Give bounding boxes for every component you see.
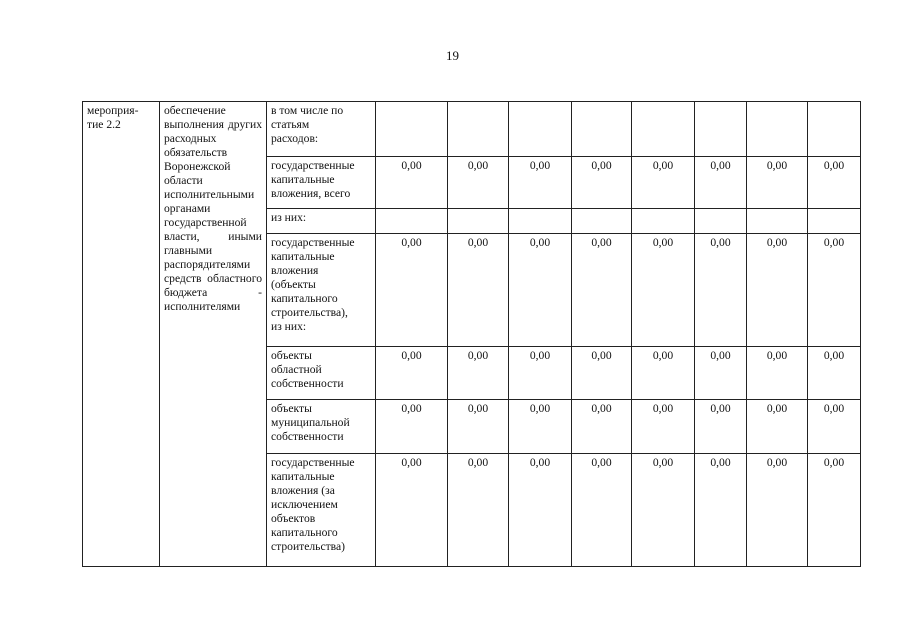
value-text: 0,00 <box>401 159 422 172</box>
value-cell <box>632 157 695 209</box>
value-cell <box>448 209 509 234</box>
value-text: 0,00 <box>591 236 612 249</box>
value-text: 0,00 <box>823 349 845 362</box>
value-cell <box>376 234 448 347</box>
value-text: 0,00 <box>823 159 845 172</box>
value-text: 0,00 <box>766 159 788 172</box>
value-text: 0,00 <box>529 159 551 172</box>
value-cell <box>572 400 632 454</box>
value-cell <box>808 157 861 209</box>
value-text: 0,00 <box>652 456 674 469</box>
value-cell <box>509 400 572 454</box>
value-text: 0,00 <box>710 456 731 469</box>
value-cell <box>376 157 448 209</box>
value-cell <box>695 400 747 454</box>
value-cell <box>632 347 695 400</box>
value-text: 0,00 <box>766 402 788 415</box>
value-cell <box>747 347 808 400</box>
value-text: 0,00 <box>710 402 731 415</box>
value-text: 0,00 <box>529 349 551 362</box>
expense-label-cell <box>267 234 376 347</box>
value-cell <box>376 400 448 454</box>
value-text: 0,00 <box>591 456 612 469</box>
value-cell <box>572 454 632 567</box>
value-cell <box>448 347 509 400</box>
value-cell <box>572 102 632 157</box>
value-text: 0,00 <box>591 402 612 415</box>
value-text: 0,00 <box>766 236 788 249</box>
value-text: 0,00 <box>652 402 674 415</box>
value-cell <box>632 454 695 567</box>
value-cell <box>747 102 808 157</box>
value-cell <box>572 347 632 400</box>
expense-label-cell <box>267 454 376 567</box>
value-cell <box>376 102 448 157</box>
expense-label: государственные капитальные вложения (объекты капитального строительства), из них: <box>271 236 355 333</box>
value-text: 0,00 <box>710 349 731 362</box>
value-cell <box>695 454 747 567</box>
value-text: 0,00 <box>652 159 674 172</box>
value-cell <box>509 102 572 157</box>
value-text: 0,00 <box>401 349 422 362</box>
value-text: 0,00 <box>766 456 788 469</box>
value-cell <box>808 347 861 400</box>
value-cell <box>448 102 509 157</box>
value-cell <box>808 454 861 567</box>
value-text: 0,00 <box>467 236 489 249</box>
value-cell <box>808 209 861 234</box>
value-cell <box>747 234 808 347</box>
value-text: 0,00 <box>529 402 551 415</box>
value-cell <box>632 102 695 157</box>
value-text: 0,00 <box>591 349 612 362</box>
event-cell <box>83 102 160 567</box>
value-cell <box>509 347 572 400</box>
value-text: 0,00 <box>652 349 674 362</box>
value-text: 0,00 <box>529 456 551 469</box>
value-cell <box>509 234 572 347</box>
value-cell <box>695 347 747 400</box>
event-label: мероприя- тие 2.2 <box>87 104 139 131</box>
expense-label-cell <box>267 157 376 209</box>
value-text: 0,00 <box>467 456 489 469</box>
value-cell <box>808 400 861 454</box>
value-cell <box>376 347 448 400</box>
value-text: 0,00 <box>823 456 845 469</box>
value-cell <box>448 454 509 567</box>
expense-label: государственные капитальные вложения (за исключением объектов капитального строительства) <box>271 456 355 553</box>
value-cell <box>448 157 509 209</box>
value-cell <box>448 234 509 347</box>
value-cell <box>572 234 632 347</box>
page-number: 19 <box>446 48 459 63</box>
budget-table <box>82 101 861 567</box>
expense-label: объекты областной собственности <box>271 349 344 390</box>
value-cell <box>448 400 509 454</box>
expense-label-cell <box>267 102 376 157</box>
expense-label-cell <box>267 209 376 234</box>
value-cell <box>572 157 632 209</box>
value-cell <box>376 454 448 567</box>
value-cell <box>509 454 572 567</box>
value-text: 0,00 <box>710 236 731 249</box>
value-text: 0,00 <box>467 349 489 362</box>
value-cell <box>632 209 695 234</box>
value-text: 0,00 <box>401 236 422 249</box>
value-cell <box>572 209 632 234</box>
expense-label: государственные капитальные вложения, всего <box>271 159 355 200</box>
expense-label: в том числе по статьям расходов: <box>271 104 344 145</box>
value-cell <box>509 209 572 234</box>
value-text: 0,00 <box>591 159 612 172</box>
value-cell <box>376 209 448 234</box>
expense-label-cell <box>267 400 376 454</box>
value-text: 0,00 <box>652 236 674 249</box>
value-cell <box>747 209 808 234</box>
value-cell <box>632 234 695 347</box>
expense-label: объекты муниципальной собственности <box>271 402 350 443</box>
value-text: 0,00 <box>766 349 788 362</box>
value-cell <box>695 157 747 209</box>
value-text: 0,00 <box>401 402 422 415</box>
value-text: 0,00 <box>401 456 422 469</box>
value-text: 0,00 <box>467 159 489 172</box>
value-cell <box>808 102 861 157</box>
expense-label-cell <box>267 347 376 400</box>
description-cell <box>160 102 267 567</box>
value-text: 0,00 <box>529 236 551 249</box>
value-text: 0,00 <box>823 236 845 249</box>
value-cell <box>808 234 861 347</box>
value-cell <box>695 234 747 347</box>
table-row <box>83 102 861 157</box>
expense-label: из них: <box>271 211 307 224</box>
value-cell <box>747 454 808 567</box>
value-cell <box>747 400 808 454</box>
value-text: 0,00 <box>467 402 489 415</box>
value-text: 0,00 <box>710 159 731 172</box>
value-cell <box>695 209 747 234</box>
description-text: обеспечение выполнения других расходных обязательств Воронежской области исполнительными органами государственной власти, иными главными распорядителями средств областного бюджета - исполнителями <box>164 104 262 313</box>
value-cell <box>747 157 808 209</box>
value-text: 0,00 <box>823 402 845 415</box>
value-cell <box>632 400 695 454</box>
value-cell <box>695 102 747 157</box>
value-cell <box>509 157 572 209</box>
